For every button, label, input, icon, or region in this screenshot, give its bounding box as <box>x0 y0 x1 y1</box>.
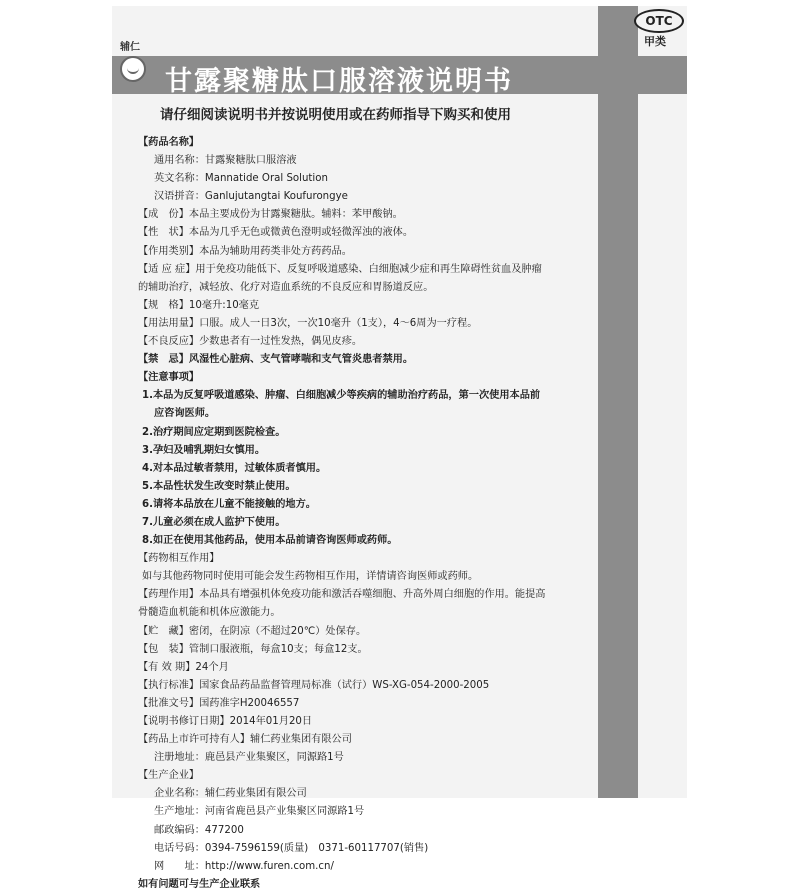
text-line: 【执行标准】国家食品药品监督管理局标准（试行）WS-XG-054-2000-2005 <box>138 679 490 691</box>
text-line: 如与其他药物同时使用可能会发生药物相互作用，详情请咨询医师或药师。 <box>142 571 479 583</box>
text-line: 8.如正在使用其他药品，使用本品前请咨询医师或药师。 <box>142 535 398 547</box>
text-line: 【注意事项】 <box>138 372 200 384</box>
text-line: 生产地址：河南省鹿邑县产业集聚区同源路1号 <box>154 806 365 818</box>
brand-mark: 辅仁 <box>120 42 140 53</box>
text-line: 【药品上市许可持有人】辅仁药业集团有限公司 <box>138 734 352 746</box>
otc-badge: OTC <box>634 9 684 33</box>
text-line: 3.孕妇及哺乳期妇女慎用。 <box>142 444 266 456</box>
text-line: 【作用类别】本品为辅助用药类非处方药药品。 <box>138 245 352 257</box>
page-title: 甘露聚糖肽口服溶液说明书 <box>165 66 513 97</box>
text-line: 【规 格】10毫升:10毫克 <box>138 299 260 311</box>
text-line: 【药理作用】本品具有增强机体免疫功能和激活吞噬细胞、升高外周白细胞的作用。能提高 <box>138 589 546 601</box>
class-label: 甲类 <box>644 35 666 48</box>
text-line: 骨髓造血机能和机体应激能力。 <box>138 607 281 619</box>
text-line: 企业名称：辅仁药业集团有限公司 <box>154 788 307 800</box>
text-line: 【禁 忌】风湿性心脏病、支气管哮喘和支气管炎患者禁用。 <box>138 354 414 366</box>
text-line: 注册地址：鹿邑县产业集聚区，同源路1号 <box>154 752 344 764</box>
text-line: 如有问题可与生产企业联系 <box>138 878 261 890</box>
text-line: 7.儿童必须在成人监护下使用。 <box>142 516 286 528</box>
text-line: 1.本品为反复呼吸道感染、肿瘤、白细胞减少等疾病的辅助治疗药品，第一次使用本品前 <box>142 390 541 402</box>
text-line: 【成 份】本品主要成份为甘露聚糖肽。辅料：苯甲酸钠。 <box>138 209 403 221</box>
text-line: 【贮 藏】密闭，在阴凉（不超过20℃）处保存。 <box>138 625 367 637</box>
text-line: 应咨询医师。 <box>154 408 216 420</box>
text-line: 【用法用量】口服。成人一日3次，一次10毫升（1支），4～6周为一疗程。 <box>138 317 478 329</box>
text-line: 英文名称：Mannatide Oral Solution <box>154 173 328 185</box>
usage-instruction: 请仔细阅读说明书并按说明使用或在药师指导下购买和使用 <box>160 107 511 123</box>
text-line: 【药物相互作用】 <box>138 553 220 565</box>
text-line: 【生产企业】 <box>138 770 200 782</box>
text-line: 【药品名称】 <box>138 137 200 148</box>
text-line: 【批准文号】国药准字H20046557 <box>138 697 300 709</box>
text-line: 【包 装】管制口服液瓶，每盒10支；每盒12支。 <box>138 643 368 655</box>
text-line: 通用名称：甘露聚糖肽口服溶液 <box>154 155 297 167</box>
text-line: 4.对本品过敏者禁用，过敏体质者慎用。 <box>142 462 327 474</box>
text-line: 的辅助治疗，减轻放、化疗对造血系统的不良反应和胃肠道反应。 <box>138 281 434 293</box>
text-line: 【有 效 期】24个月 <box>138 661 229 673</box>
text-line: 【不良反应】少数患者有一过性发热，偶见皮疹。 <box>138 336 363 348</box>
text-line: 2.治疗期间应定期到医院检查。 <box>142 426 286 438</box>
text-line: 6.请将本品放在儿童不能接触的地方。 <box>142 498 316 510</box>
text-line: 5.本品性状发生改变时禁止使用。 <box>142 480 296 492</box>
text-line: 【适 应 症】用于免疫功能低下、反复呼吸道感染、白细胞减少症和再生障碍性贫血及肿瘤 <box>138 263 542 275</box>
text-line: 网 址：http://www.furen.com.cn/ <box>154 860 334 872</box>
text-line: 【说明书修订日期】2014年01月20日 <box>138 716 313 727</box>
text-line: 电话号码：0394-7596159(质量) 0371-60117707(销售) <box>154 842 429 854</box>
text-line: 【性 状】本品为几乎无色或微黄色澄明或轻微浑浊的液体。 <box>138 227 414 239</box>
text-line: 汉语拼音：Ganlujutangtai Koufurongye <box>154 191 348 203</box>
brand-logo-icon <box>120 56 146 82</box>
text-line: 邮政编码：477200 <box>154 824 244 836</box>
leaflet-body <box>138 134 596 894</box>
vertical-gray-band <box>598 6 638 798</box>
